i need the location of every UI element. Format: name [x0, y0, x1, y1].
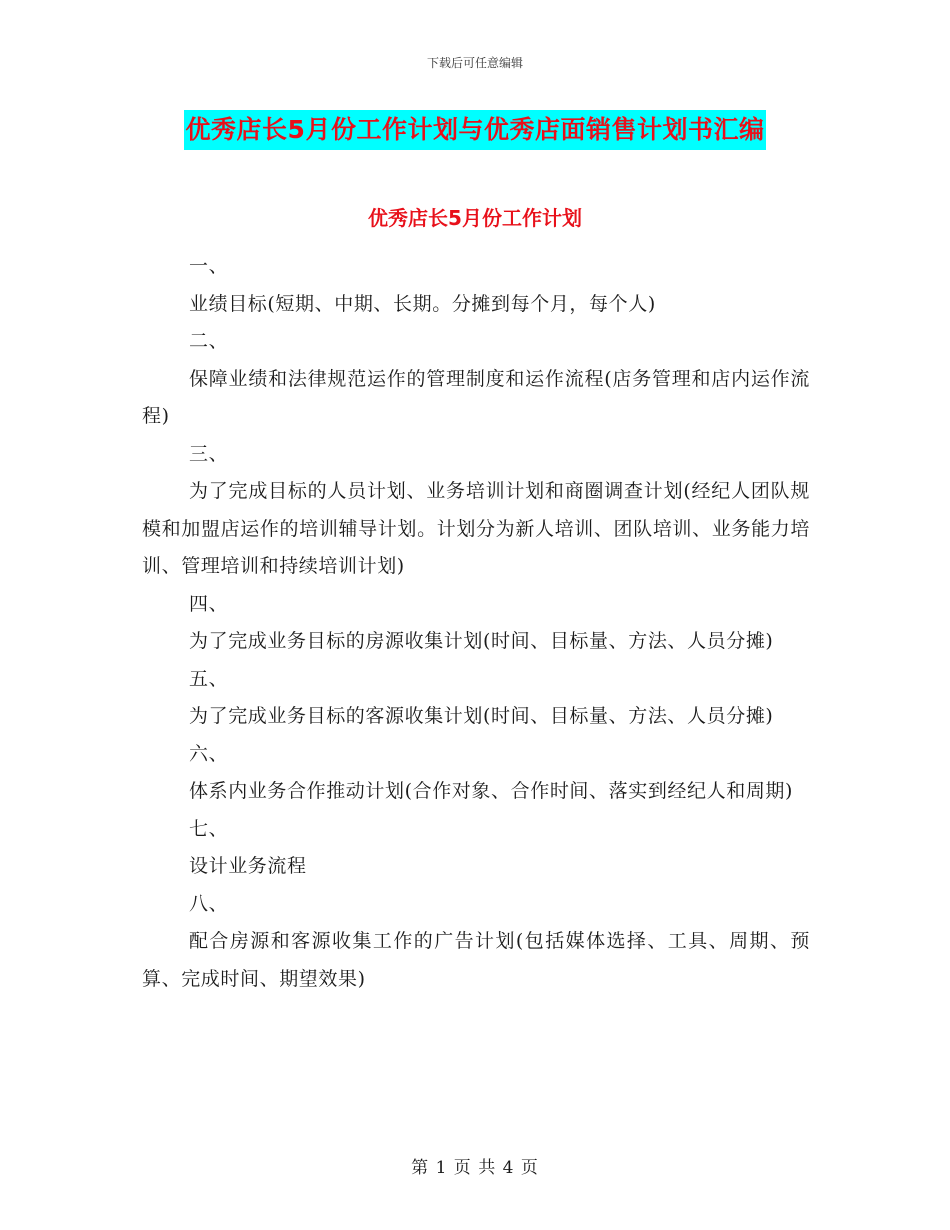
paragraph: 四、	[189, 592, 229, 615]
section-title: 优秀店长5月份工作计划	[368, 206, 582, 230]
paragraph: 三、	[189, 442, 229, 465]
paragraph: 一、	[189, 255, 229, 277]
document-body	[142, 248, 810, 998]
paragraph: 六、	[189, 742, 229, 765]
paragraph: 八、	[189, 892, 229, 915]
header-note: 下载后可任意编辑	[426, 56, 523, 70]
paragraph: 设计业务流程	[189, 855, 307, 877]
paragraph: 保障业绩和法律规范运作的管理制度和运作流程(店务管理和店内运作流程)	[142, 367, 810, 427]
page-footer: 第 1 页 共 4 页	[411, 1158, 539, 1178]
main-title: 优秀店长5月份工作计划与优秀店面销售计划书汇编	[184, 110, 767, 150]
paragraph: 体系内业务合作推动计划(合作对象、合作时间、落实到经纪人和周期)	[189, 780, 794, 802]
paragraph: 二、	[189, 330, 229, 352]
paragraph: 配合房源和客源收集工作的广告计划(包括媒体选择、工具、周期、预算、完成时间、期望效果)	[142, 930, 810, 990]
paragraph: 为了完成业务目标的房源收集计划(时间、目标量、方法、人员分摊)	[189, 630, 774, 652]
paragraph: 七、	[189, 817, 229, 840]
paragraph: 为了完成业务目标的客源收集计划(时间、目标量、方法、人员分摊)	[189, 705, 774, 727]
paragraph: 为了完成目标的人员计划、业务培训计划和商圈调查计划(经纪人团队规模和加盟店运作的培训辅导计划。计划分为新人培训、团队培训、业务能力培训、管理培训和持续培训计划)	[142, 480, 810, 577]
paragraph: 五、	[189, 667, 229, 690]
main-title-container	[0, 110, 950, 150]
paragraph: 业绩目标(短期、中期、长期。分摊到每个月，每个人)	[189, 292, 656, 315]
